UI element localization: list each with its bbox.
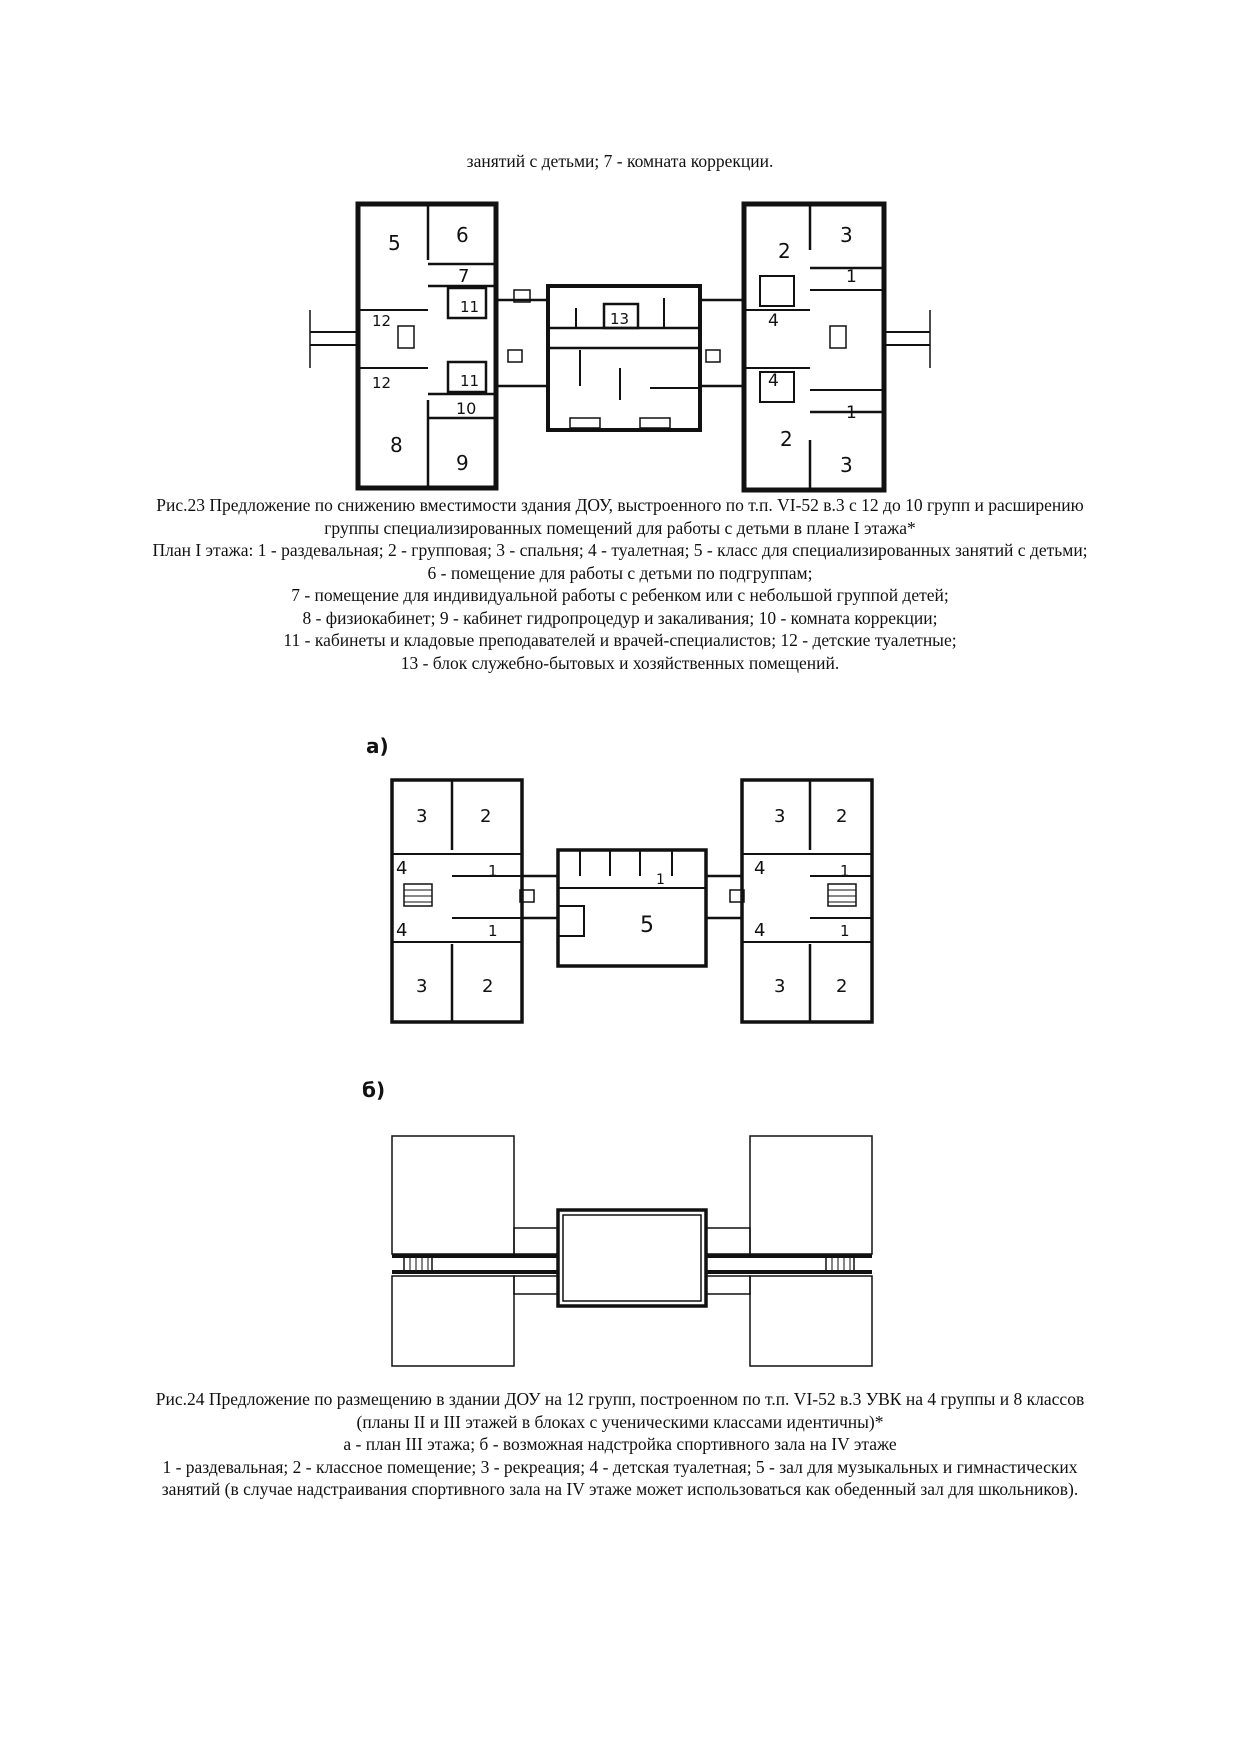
room-label: 2 xyxy=(836,806,848,827)
room-label: 2 xyxy=(480,806,492,827)
room-label: 11 xyxy=(460,372,480,390)
right-wing-outline xyxy=(744,204,884,490)
room-label: 5 xyxy=(388,231,401,255)
room-label: 4 xyxy=(396,858,408,879)
fig24b-floor-plan xyxy=(0,1128,1240,1378)
room-label: 2 xyxy=(780,427,793,451)
fig24-label-b: б) xyxy=(362,1078,386,1102)
room-label: 3 xyxy=(416,806,428,827)
left-block-outline xyxy=(392,780,522,1022)
fig24-legend-line: а - план III этажа; б - возможная надстройка спортивного зала на IV этаже xyxy=(343,1434,897,1454)
room-label: 3 xyxy=(840,223,853,247)
sports-hall-outline xyxy=(558,1210,706,1306)
fig23-legend-line: 8 - физиокабинет; 9 - кабинет гидропроцедур и закаливания; 10 - комната коррекции; xyxy=(302,607,938,628)
right-upper-block xyxy=(750,1136,872,1254)
room-label: 1 xyxy=(488,862,498,880)
room-label: 1 xyxy=(488,922,498,940)
fig24-legend-line: 1 - раздевальная; 2 - классное помещение; 3 - рекреация; 4 - детская туалетная; 5 - зал для музыкальных и гимнастических занятий (в случае надстраивания спортивного зала на IV этаже может использоваться как обеденный зал для школьников). xyxy=(161,1456,1079,1499)
room-label: 10 xyxy=(456,399,477,418)
room-label: 4 xyxy=(768,371,779,391)
room-label: 3 xyxy=(840,453,853,477)
left-upper-block xyxy=(392,1136,514,1254)
central-block-outline xyxy=(548,286,700,430)
fig24a-floor-plan xyxy=(0,772,1240,1032)
fig23-legend-line: 13 - блок служебно-бытовых и хозяйственных помещений. xyxy=(400,652,840,673)
page-continuation-text: занятий с детьми; 7 - комната коррекции. xyxy=(466,151,774,171)
room-label: 1 xyxy=(656,872,665,888)
fig23-legend-line: 7 - помещение для индивидуальной работы с ребенком или с небольшой группой детей; xyxy=(291,585,949,605)
room-label: 1 xyxy=(840,862,850,880)
room-label: 2 xyxy=(778,239,791,263)
room-label: 13 xyxy=(610,310,630,328)
room-label: 1 xyxy=(846,403,857,423)
fig23-legend-line: 11 - кабинеты и кладовые преподавателей и врачей-специалистов; 12 - детские туалетные; xyxy=(283,630,957,650)
room-label: 4 xyxy=(754,920,766,941)
room-label: 9 xyxy=(456,451,469,475)
room-label: 6 xyxy=(456,223,469,247)
room-label: 5 xyxy=(640,913,654,938)
right-block-outline xyxy=(742,780,872,1022)
room-label: 3 xyxy=(774,806,786,827)
right-lower-block xyxy=(750,1276,872,1366)
fig23-caption-title: Рис.23 Предложение по снижению вместимости здания ДОУ, выстроенного по т.п. VI-52 в.3 с 12 до 10 групп и расширению группы специализированных помещений для работы с детьми в плане I этажа* xyxy=(156,495,1084,538)
fig23-legend-line: План I этажа: 1 - раздевальная; 2 - групповая; 3 - спальня; 4 - туалетная; 5 - класс для специализированных занятий с детьми; 6 - помещение для работы с детьми по подгруппам; xyxy=(152,540,1088,583)
room-label: 2 xyxy=(482,976,494,997)
room-label: 3 xyxy=(416,976,428,997)
room-label: 4 xyxy=(768,311,779,331)
fig24-label-a: а) xyxy=(366,734,389,758)
room-label: 1 xyxy=(840,922,850,940)
room-label: 2 xyxy=(836,976,848,997)
room-label: 8 xyxy=(390,433,403,457)
left-lower-block xyxy=(392,1276,514,1366)
room-label: 12 xyxy=(372,374,392,392)
room-label: 3 xyxy=(774,976,786,997)
room-label: 4 xyxy=(754,858,766,879)
room-label: 12 xyxy=(372,312,392,330)
fig23-caption xyxy=(150,494,1090,674)
fig24-caption xyxy=(150,1388,1090,1501)
room-label: 4 xyxy=(396,920,408,941)
room-label: 11 xyxy=(460,298,480,316)
fig24-caption-title: Рис.24 Предложение по размещению в здании ДОУ на 12 групп, построенном по т.п. VI-52 в.3 УВК на 4 группы и 8 классов (планы II и III этажей в блоках с ученическими классами идентичны)* xyxy=(155,1389,1085,1432)
room-label: 7 xyxy=(458,266,470,287)
room-label: 1 xyxy=(846,267,857,287)
